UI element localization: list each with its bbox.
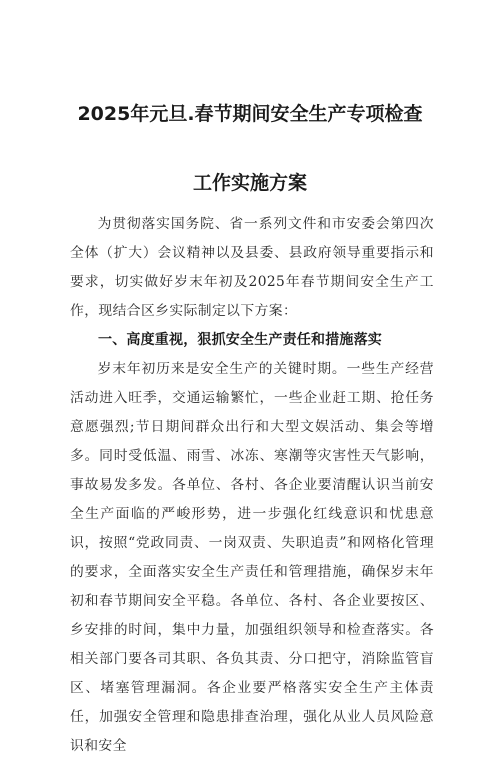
document-title-line-2: 工作实施方案 (192, 172, 307, 194)
document-body (70, 210, 434, 761)
section-1-paragraph: 岁末年初历来是安全生产的关键时期。一些生产经营活动进入旺季，交通运输繁忙，一些企业赶工期、抢任务意愿强烈;节日期间群众出行和大型文娱活动、集会等增多。同时受低温、雨雪、冰冻、寒潮等灾害性天气影响，事故易发多发。各单位、各村、各企业要清醒认识当前安全生产面临的严峻形势，进一步强化红线意识和忧患意识，按照“党政同责、一岗双责、失职追责”和网格化管理的要求，全面落实安全生产责任和管理措施，确保岁末年初和春节期间安全平稳。各单位、各村、各企业要按区、乡安排的时间，集中力量，加强组织领导和检查落实。各相关部门要各司其职、各负其责、分口把守，消除监管盲区、堵塞管理漏洞。各企业要严格落实安全生产主体责任，加强安全管理和隐患排查治理，强化从业人员风险意识和安全 (70, 361, 434, 754)
intro-paragraph: 为贯彻落实国务院、省一系列文件和市安委会第四次全体（扩大）会议精神以及县委、县政府领导重要指示和要求，切实做好岁末年初及2025年春节期间安全生产工作，现结合区乡实际制定以下方案： (70, 216, 434, 319)
section-1-heading: 一、高度重视，狠抓安全生产责任和措施落实 (98, 332, 382, 348)
document-title-line-1: 2025年元旦.春节期间安全生产专项检查 (77, 103, 423, 125)
